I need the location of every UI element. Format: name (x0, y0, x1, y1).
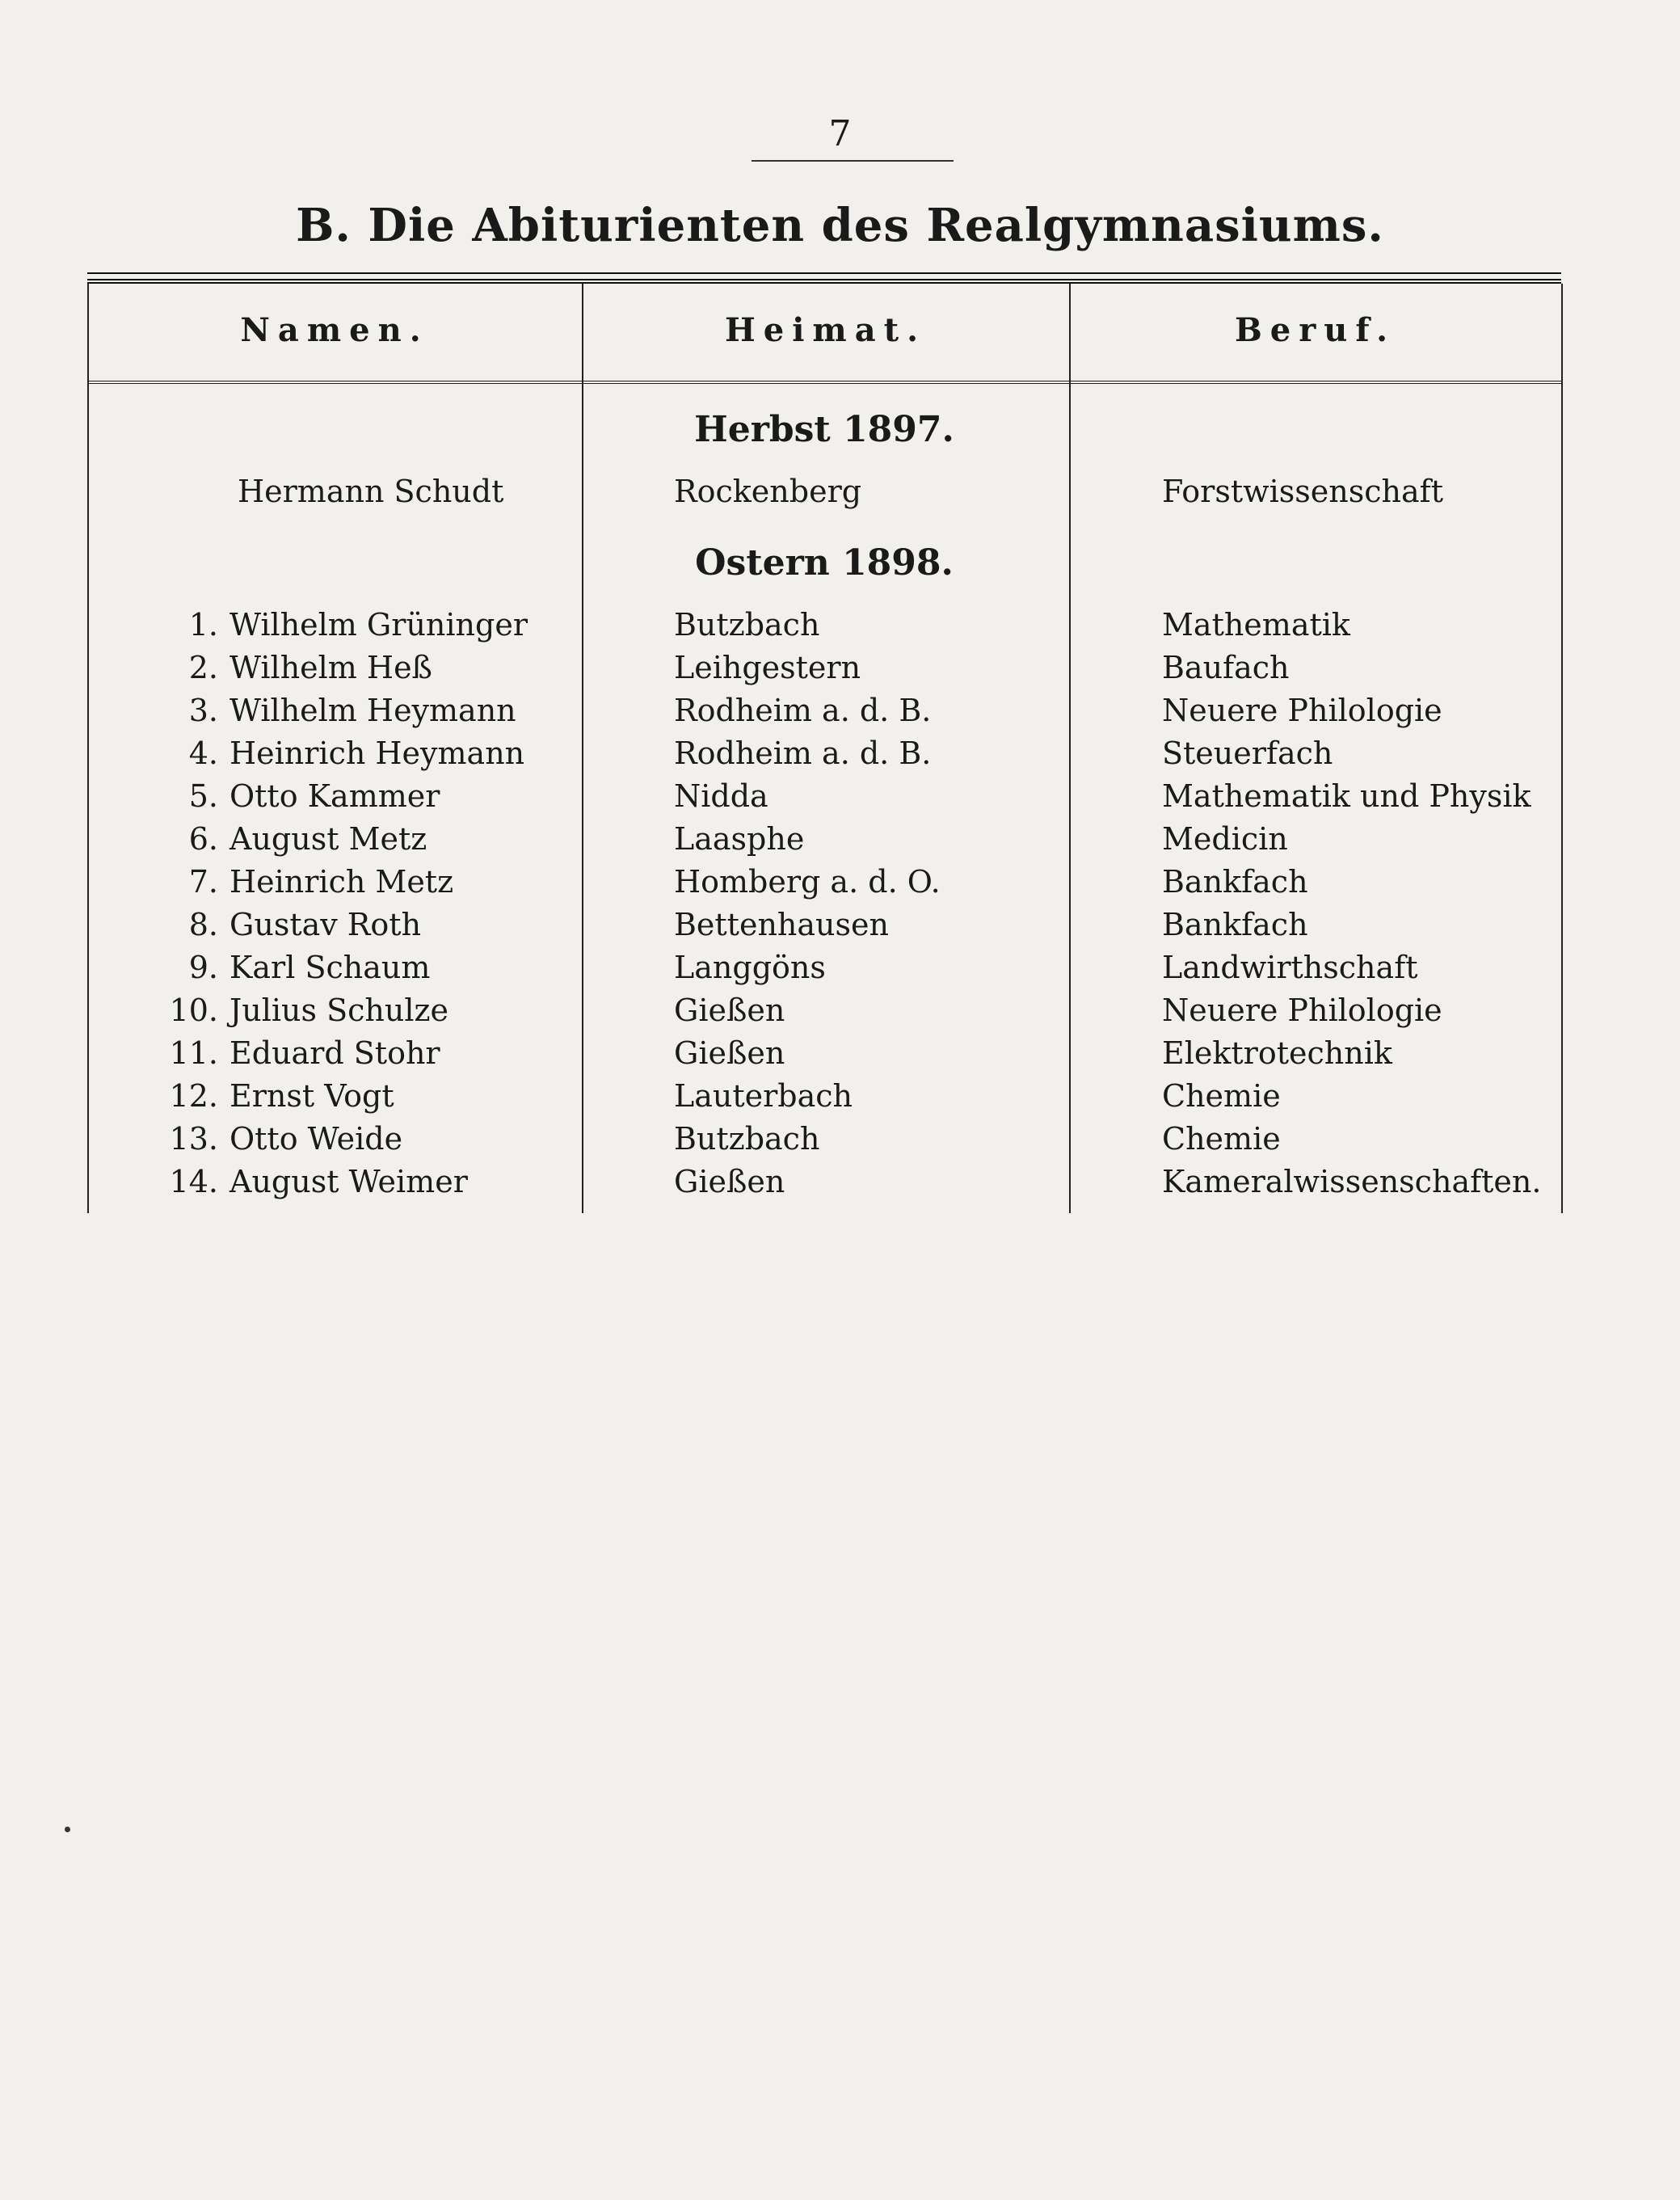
student-name: August Weimer (229, 1164, 468, 1199)
row-number: 14. (169, 1164, 218, 1199)
student-profession: Bankfach (1162, 864, 1308, 900)
table-row (87, 735, 1561, 778)
student-profession: Forstwissenschaft (1162, 474, 1443, 509)
student-name: Heinrich Heymann (229, 735, 525, 771)
student-home: Butzbach (674, 607, 820, 643)
student-home: Gießen (674, 993, 785, 1028)
student-home: Laasphe (674, 821, 805, 857)
student-name: Gustav Roth (229, 907, 422, 942)
student-name: Eduard Stohr (229, 1035, 440, 1071)
abiturienten-table (87, 279, 1561, 1213)
student-home: Homberg a. d. O. (674, 864, 941, 900)
table-row (87, 950, 1561, 993)
student-home: Leihgestern (674, 650, 861, 685)
student-name: Hermann Schudt (238, 474, 504, 509)
row-number: 3. (188, 693, 218, 728)
student-profession: Neuere Philologie (1162, 693, 1442, 728)
student-home: Nidda (674, 778, 768, 814)
student-profession: Chemie (1162, 1121, 1281, 1157)
student-home: Lauterbach (674, 1078, 853, 1114)
print-speck (65, 1827, 70, 1832)
student-profession: Landwirthschaft (1162, 950, 1418, 985)
student-home: Langgöns (674, 950, 826, 985)
student-name: Karl Schaum (229, 950, 431, 985)
student-profession: Medicin (1162, 821, 1288, 857)
row-number: 1. (188, 607, 218, 643)
student-name: Wilhelm Heß (229, 650, 432, 685)
page-number-rule (752, 160, 954, 162)
row-number: 9. (188, 950, 218, 985)
student-profession: Steuerfach (1162, 735, 1333, 771)
student-profession: Elektrotechnik (1162, 1035, 1392, 1071)
table-row (87, 474, 1561, 516)
student-profession: Chemie (1162, 1078, 1281, 1114)
table-header (87, 300, 1561, 373)
student-profession: Mathematik und Physik (1162, 778, 1531, 814)
row-number: 5. (188, 778, 218, 814)
student-profession: Neuere Philologie (1162, 993, 1442, 1028)
header-home: Heimat. (724, 311, 927, 349)
table-row (87, 864, 1561, 907)
row-number: 10. (169, 993, 218, 1028)
student-home: Gießen (674, 1164, 785, 1199)
row-number: 12. (169, 1078, 218, 1114)
student-name: August Metz (229, 821, 427, 857)
row-number: 11. (169, 1035, 218, 1071)
student-name: Otto Weide (229, 1121, 403, 1157)
student-name: Ernst Vogt (229, 1078, 394, 1114)
student-name: Heinrich Metz (229, 864, 454, 900)
student-name: Wilhelm Heymann (229, 693, 516, 728)
student-profession: Baufach (1162, 650, 1290, 685)
table-row (87, 1035, 1561, 1078)
table-row (87, 907, 1561, 950)
row-number: 4. (188, 735, 218, 771)
student-home: Rodheim a. d. B. (674, 693, 932, 728)
student-name: Julius Schulze (229, 993, 448, 1028)
table-row (87, 607, 1561, 650)
page-number: 7 (828, 113, 852, 154)
section-title: B. Die Abiturienten des Realgymnasiums. (296, 199, 1384, 252)
table-row (87, 693, 1561, 735)
row-number: 8. (188, 907, 218, 942)
student-home: Gießen (674, 1035, 785, 1071)
table-row (87, 1121, 1561, 1164)
row-number: 7. (188, 864, 218, 900)
table-row (87, 993, 1561, 1035)
header-name: Namen. (240, 311, 429, 349)
student-home: Bettenhausen (674, 907, 889, 942)
student-profession: Kameralwissenschaften. (1162, 1164, 1542, 1199)
table-row (87, 1164, 1561, 1207)
student-profession: Bankfach (1162, 907, 1308, 942)
table-row (87, 821, 1561, 864)
student-home: Butzbach (674, 1121, 820, 1157)
table-row (87, 650, 1561, 693)
row-number: 2. (188, 650, 218, 685)
table-border-right (1561, 284, 1563, 1213)
row-number: 13. (169, 1121, 218, 1157)
student-profession: Mathematik (1162, 607, 1350, 643)
group-heading: Herbst 1897. (694, 409, 954, 450)
student-home: Rockenberg (674, 474, 862, 509)
student-home: Rodheim a. d. B. (674, 735, 932, 771)
student-name: Otto Kammer (229, 778, 440, 814)
row-number: 6. (188, 821, 218, 857)
student-name: Wilhelm Grüninger (229, 607, 528, 643)
table-row (87, 778, 1561, 821)
header-rule (87, 381, 1561, 384)
table-row (87, 1078, 1561, 1121)
group-heading: Ostern 1898. (695, 542, 954, 584)
header-profession: Beruf. (1234, 311, 1396, 349)
